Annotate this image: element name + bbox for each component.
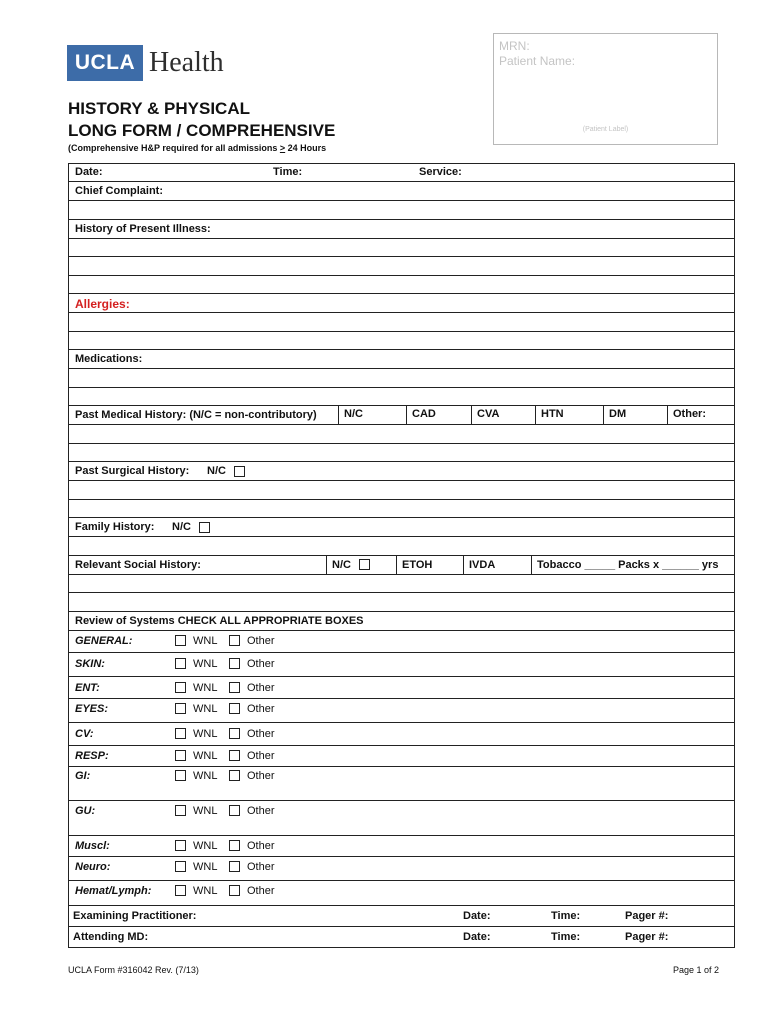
hpi-line[interactable] <box>69 276 734 295</box>
hpi-line[interactable] <box>69 257 734 276</box>
service-label: Service: <box>419 166 462 178</box>
ros-general-wnl-checkbox[interactable] <box>175 635 186 646</box>
ros-row-gi <box>69 767 734 801</box>
ros-system-hemat: Hemat/Lymph: <box>75 884 152 897</box>
ros-row-skin <box>69 653 734 677</box>
form-title-line1: HISTORY & PHYSICAL <box>68 99 250 118</box>
ros-system-muscl: Muscl: <box>75 839 110 852</box>
form-number: UCLA Form #316042 Rev. (7/13) <box>68 965 199 975</box>
ros-cv-other-checkbox[interactable] <box>229 728 240 739</box>
ros-wnl-label: WNL <box>193 860 218 873</box>
family-history-row <box>69 518 734 537</box>
ros-system-general: GENERAL: <box>75 634 133 647</box>
psh-line[interactable] <box>69 481 734 500</box>
attending-time-label: Time: <box>551 930 581 943</box>
chief-complaint-label: Chief Complaint: <box>75 185 163 197</box>
ros-wnl-label: WNL <box>193 804 218 817</box>
psh-label: Past Surgical History: <box>75 465 190 477</box>
ros-header-row <box>69 612 734 631</box>
ros-wnl-label: WNL <box>193 702 218 715</box>
psh-nc-checkbox[interactable] <box>234 466 245 477</box>
psh-line[interactable] <box>69 500 734 519</box>
ros-row-ent <box>69 677 734 699</box>
ros-hemat-other-checkbox[interactable] <box>229 885 240 896</box>
mrn-label: MRN: <box>499 39 530 53</box>
medications-label: Medications: <box>75 353 143 365</box>
ros-system-gi: GI: <box>75 769 91 782</box>
logo-abbrev: UCLA <box>67 45 143 81</box>
ros-row-general <box>69 631 734 653</box>
patient-name-label: Patient Name: <box>499 54 576 68</box>
ros-resp-other-checkbox[interactable] <box>229 750 240 761</box>
social-nc-checkbox[interactable] <box>359 559 370 570</box>
ros-header: Review of Systems CHECK ALL APPROPRIATE BOXES <box>75 614 364 627</box>
ros-wnl-label: WNL <box>193 749 218 762</box>
pmh-dm[interactable]: DM <box>603 406 667 424</box>
ros-wnl-label: WNL <box>193 769 218 782</box>
pmh-htn[interactable]: HTN <box>535 406 603 424</box>
attending-md-row <box>69 927 734 947</box>
ros-wnl-label: WNL <box>193 727 218 740</box>
psh-nc-label: N/C <box>207 465 226 477</box>
allergies-line[interactable] <box>69 313 734 332</box>
ros-other-label: Other <box>247 727 275 740</box>
ros-wnl-label: WNL <box>193 657 218 670</box>
psh-row <box>69 462 734 481</box>
social-etoh[interactable]: ETOH <box>396 556 463 574</box>
ros-other-label: Other <box>247 749 275 762</box>
ros-other-label: Other <box>247 804 275 817</box>
ros-muscl-other-checkbox[interactable] <box>229 840 240 851</box>
ros-wnl-label: WNL <box>193 681 218 694</box>
form-title-line2: LONG FORM / COMPREHENSIVE <box>68 121 336 140</box>
ros-neuro-other-checkbox[interactable] <box>229 861 240 872</box>
family-history-line[interactable] <box>69 537 734 556</box>
ros-row-eyes <box>69 699 734 723</box>
patient-label-caption: (Patient Label) <box>582 126 629 133</box>
social-tobacco[interactable]: Tobacco _____ Packs x ______ yrs <box>531 556 734 574</box>
hp-form <box>68 163 735 948</box>
ros-cv-wnl-checkbox[interactable] <box>175 728 186 739</box>
time-label: Time: <box>273 166 303 178</box>
logo-word: Health <box>149 47 224 78</box>
ros-row-neuro <box>69 857 734 881</box>
ros-eyes-wnl-checkbox[interactable] <box>175 703 186 714</box>
ros-system-skin: SKIN: <box>75 657 105 670</box>
ros-other-label: Other <box>247 634 275 647</box>
date-label: Date: <box>75 166 103 178</box>
social-history-line[interactable] <box>69 575 734 594</box>
pmh-nc[interactable]: N/C <box>338 406 406 424</box>
patient-label-box <box>493 33 718 145</box>
ros-gi-wnl-checkbox[interactable] <box>175 770 186 781</box>
examining-date-label: Date: <box>463 909 491 922</box>
ros-other-label: Other <box>247 884 275 897</box>
hpi-row <box>69 220 734 239</box>
pmh-line[interactable] <box>69 425 734 444</box>
note-symbol: > <box>279 143 286 153</box>
ros-hemat-wnl-checkbox[interactable] <box>175 885 186 896</box>
ros-row-hemat <box>69 881 734 906</box>
family-nc-checkbox[interactable] <box>199 522 210 533</box>
ros-muscl-wnl-checkbox[interactable] <box>175 840 186 851</box>
ros-other-label: Other <box>247 681 275 694</box>
social-nc-cell <box>326 556 396 574</box>
note-prefix: (Comprehensive H&P required for all admissions <box>68 143 280 153</box>
ros-row-resp <box>69 746 734 767</box>
pmh-cad[interactable]: CAD <box>406 406 471 424</box>
ros-gu-other-checkbox[interactable] <box>229 805 240 816</box>
ros-other-label: Other <box>247 769 275 782</box>
ros-wnl-label: WNL <box>193 839 218 852</box>
ros-gu-wnl-checkbox[interactable] <box>175 805 186 816</box>
pmh-label: Past Medical History: (N/C = non-contributory) <box>75 409 317 421</box>
ros-skin-wnl-checkbox[interactable] <box>175 658 186 669</box>
social-nc-label: N/C <box>332 558 351 571</box>
ros-system-ent: ENT: <box>75 681 100 694</box>
ros-wnl-label: WNL <box>193 634 218 647</box>
social-history-label: Relevant Social History: <box>75 558 201 571</box>
ros-other-label: Other <box>247 860 275 873</box>
attending-date-label: Date: <box>463 930 491 943</box>
medications-line[interactable] <box>69 369 734 388</box>
ros-other-label: Other <box>247 657 275 670</box>
ros-system-eyes: EYES: <box>75 702 109 715</box>
examining-time-label: Time: <box>551 909 581 922</box>
family-nc-label: N/C <box>172 521 191 533</box>
medications-row <box>69 350 734 369</box>
ucla-health-logo <box>67 45 224 81</box>
ros-other-label: Other <box>247 702 275 715</box>
chief-complaint-row <box>69 182 734 201</box>
chief-complaint-line[interactable] <box>69 201 734 220</box>
ros-row-cv <box>69 723 734 746</box>
hpi-label: History of Present Illness: <box>75 222 211 235</box>
ros-general-other-checkbox[interactable] <box>229 635 240 646</box>
examining-practitioner-label: Examining Practitioner: <box>73 909 197 922</box>
social-history-line[interactable] <box>69 593 734 612</box>
ros-other-label: Other <box>247 839 275 852</box>
allergies-row <box>69 294 734 313</box>
ros-eyes-other-checkbox[interactable] <box>229 703 240 714</box>
hpi-line[interactable] <box>69 239 734 258</box>
ros-system-neuro: Neuro: <box>75 860 111 873</box>
medications-line[interactable] <box>69 388 734 407</box>
allergies-line[interactable] <box>69 332 734 351</box>
ros-ent-wnl-checkbox[interactable] <box>175 682 186 693</box>
ros-system-cv: CV: <box>75 727 94 740</box>
note-suffix: 24 Hours <box>285 143 327 153</box>
ros-neuro-wnl-checkbox[interactable] <box>175 861 186 872</box>
allergies-label: Allergies: <box>75 297 130 311</box>
pmh-other[interactable]: Other: <box>667 406 734 424</box>
ros-row-gu <box>69 801 734 836</box>
family-history-label: Family History: <box>75 521 155 533</box>
ros-gi-other-checkbox[interactable] <box>229 770 240 781</box>
ros-ent-other-checkbox[interactable] <box>229 682 240 693</box>
ros-system-resp: RESP: <box>75 749 109 762</box>
ros-system-gu: GU: <box>75 804 96 817</box>
attending-pager-label: Pager #: <box>625 930 669 943</box>
pmh-line[interactable] <box>69 444 734 463</box>
examining-pager-label: Pager #: <box>625 909 669 922</box>
attending-md-label: Attending MD: <box>73 930 149 943</box>
admission-note <box>68 143 326 153</box>
date-time-service-row <box>69 164 734 182</box>
social-ivda[interactable]: IVDA <box>463 556 531 574</box>
examining-practitioner-row <box>69 906 734 927</box>
page-number: Page 1 of 2 <box>673 965 720 975</box>
pmh-cva[interactable]: CVA <box>471 406 535 424</box>
ros-row-muscl <box>69 836 734 857</box>
social-history-row <box>69 556 734 575</box>
ros-skin-other-checkbox[interactable] <box>229 658 240 669</box>
ros-wnl-label: WNL <box>193 884 218 897</box>
ros-resp-wnl-checkbox[interactable] <box>175 750 186 761</box>
pmh-row <box>69 406 734 425</box>
